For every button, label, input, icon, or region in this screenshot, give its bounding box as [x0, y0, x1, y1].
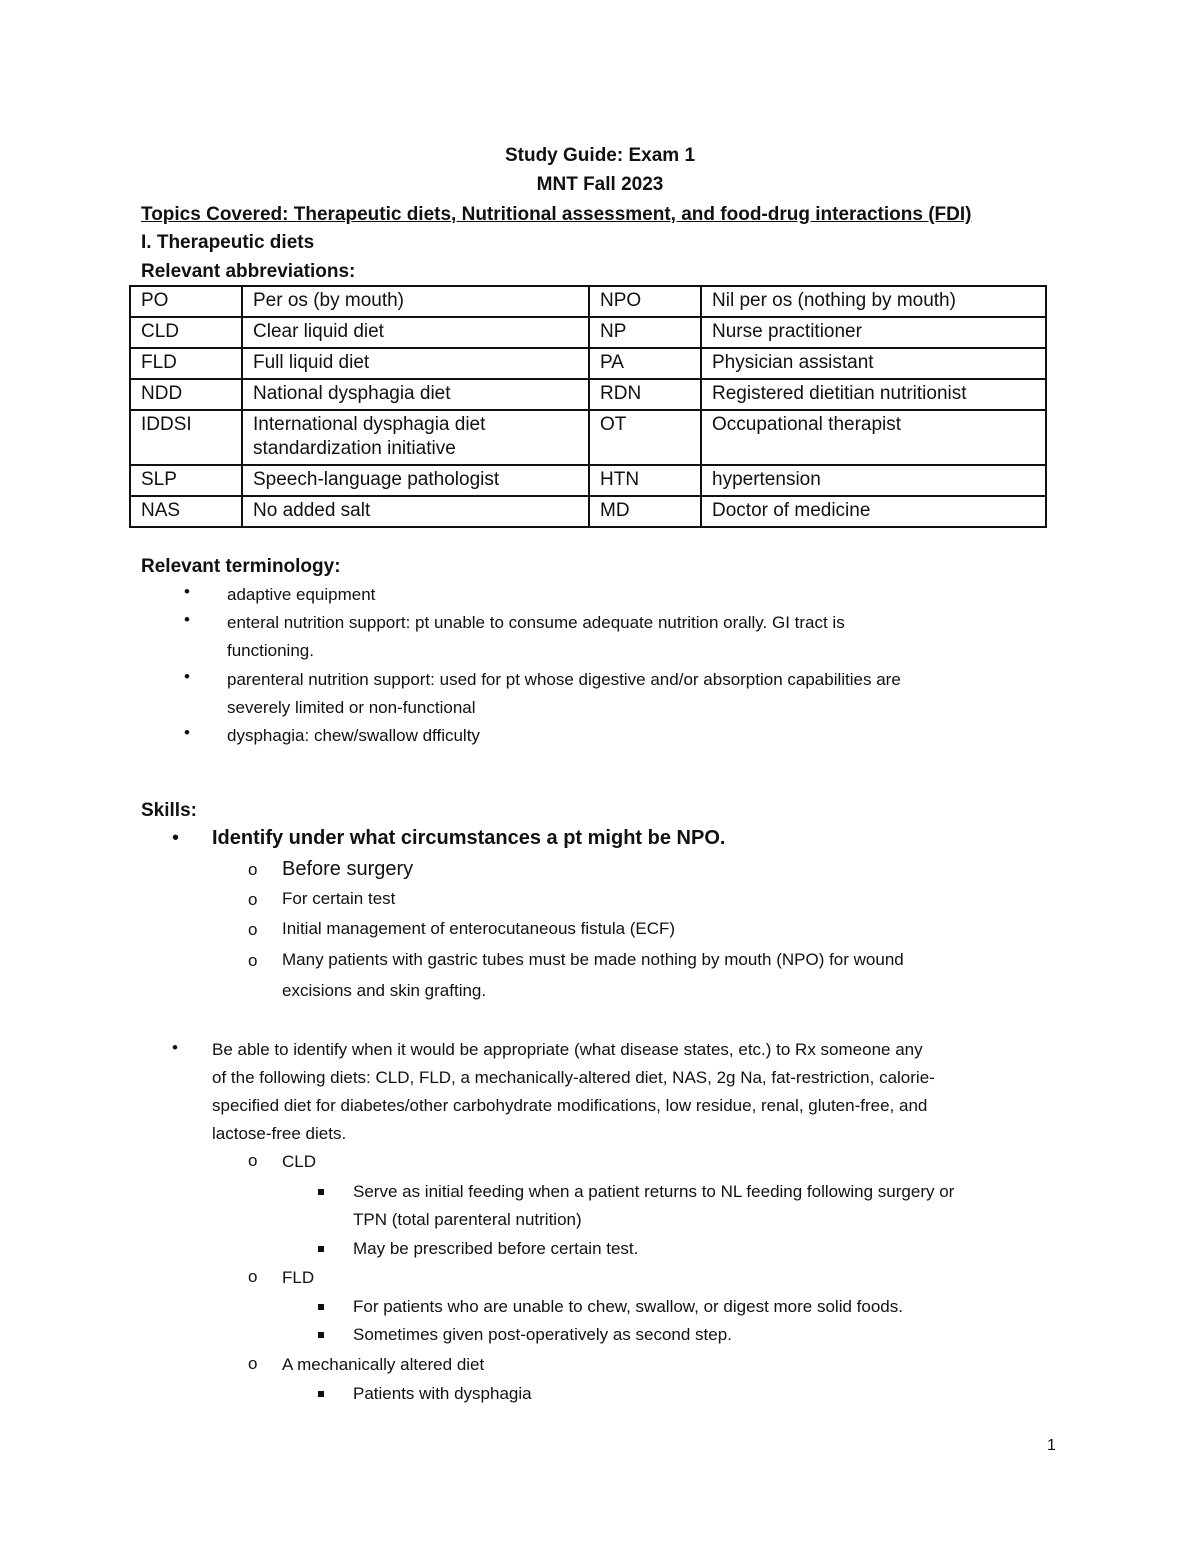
definition-cell: Nurse practitioner [701, 317, 1046, 348]
definition-cell: Physician assistant [701, 348, 1046, 379]
npo-question: Identify under what circumstances a pt might be NPO. [212, 827, 726, 849]
circle-bullet-icon: o [248, 860, 258, 879]
fld-item: Sometimes given post-operatively as second step. [353, 1325, 732, 1344]
abbr-cell: NPO [589, 286, 701, 317]
diet-label-fld: FLD [282, 1268, 315, 1287]
document-title: Study Guide: Exam 1 [504, 145, 696, 166]
section-heading: I. Therapeutic diets [141, 232, 315, 253]
cld-item: Serve as initial feeding when a patient returns to NL feeding following surgery or [353, 1182, 955, 1201]
abbr-cell: CLD [130, 317, 242, 348]
abbr-cell: RDN [589, 379, 701, 410]
definition-cell: Full liquid diet [242, 348, 589, 379]
diet-question-line: lactose-free diets. [212, 1124, 347, 1143]
diet-question-line: specified diet for diabetes/other carbohydrate modifications, low residue, renal, gluten-free, and [212, 1096, 928, 1115]
abbr-cell: HTN [589, 465, 701, 496]
bullet-icon: • [184, 723, 190, 742]
definition-cell: Speech-language pathologist [242, 465, 589, 496]
circle-bullet-icon: o [248, 1267, 258, 1286]
table-row [130, 496, 1046, 527]
bullet-icon: • [184, 667, 190, 686]
list-item: enteral nutrition support: pt unable to consume adequate nutrition orally. GI tract is [227, 613, 845, 632]
cld-item: May be prescribed before certain test. [353, 1239, 639, 1258]
abbreviations-table [129, 285, 1047, 528]
npo-answer: Many patients with gastric tubes must be made nothing by mouth (NPO) for wound [282, 950, 904, 969]
diet-question-line: Be able to identify when it would be appropriate (what disease states, etc.) to Rx someone any [212, 1040, 923, 1059]
bullet-icon: • [172, 1038, 178, 1057]
circle-bullet-icon: o [248, 890, 258, 909]
abbr-cell: FLD [130, 348, 242, 379]
course-title: MNT Fall 2023 [536, 174, 664, 195]
page-number: 1 [1047, 1437, 1056, 1454]
bullet-icon: • [172, 827, 180, 849]
abbr-cell: MD [589, 496, 701, 527]
bullet-icon: • [184, 582, 190, 601]
diet-label-mechanical: A mechanically altered diet [282, 1355, 485, 1374]
circle-bullet-icon: o [248, 920, 258, 939]
skills-heading: Skills: [141, 800, 197, 821]
definition-cell: International dysphagia diet standardization initiative [242, 410, 589, 465]
definition-cell: National dysphagia diet [242, 379, 589, 410]
table-row [130, 286, 1046, 317]
list-item: dysphagia: chew/swallow dfficulty [227, 726, 480, 745]
definition-cell: Registered dietitian nutritionist [701, 379, 1046, 410]
abbreviations-heading: Relevant abbreviations: [141, 261, 356, 282]
circle-bullet-icon: o [248, 951, 258, 970]
abbr-cell: SLP [130, 465, 242, 496]
abbr-cell: PO [130, 286, 242, 317]
cld-item-continuation: TPN (total parenteral nutrition) [353, 1210, 582, 1229]
circle-bullet-icon: o [248, 1151, 258, 1170]
square-bullet-icon [318, 1304, 324, 1310]
definition-cell: Per os (by mouth) [242, 286, 589, 317]
list-item-continuation: severely limited or non-functional [227, 698, 476, 717]
square-bullet-icon [318, 1391, 324, 1397]
topics-covered: Topics Covered: Therapeutic diets, Nutritional assessment, and food-drug interactions (FDI) [141, 204, 972, 225]
npo-answer: Before surgery [282, 858, 414, 880]
fld-item: For patients who are unable to chew, swallow, or digest more solid foods. [353, 1297, 903, 1316]
diet-label-cld: CLD [282, 1152, 317, 1171]
terminology-heading: Relevant terminology: [141, 556, 341, 577]
definition-cell: Doctor of medicine [701, 496, 1046, 527]
list-item: parenteral nutrition support: used for pt whose digestive and/or absorption capabilities are [227, 670, 901, 689]
definition-cell: hypertension [701, 465, 1046, 496]
definition-cell: No added salt [242, 496, 589, 527]
table-row [130, 465, 1046, 496]
table-row [130, 379, 1046, 410]
mechanical-item: Patients with dysphagia [353, 1384, 532, 1403]
bullet-icon: • [184, 610, 190, 629]
abbr-cell: OT [589, 410, 701, 465]
table-row [130, 348, 1046, 379]
abbr-cell: NP [589, 317, 701, 348]
abbr-cell: PA [589, 348, 701, 379]
square-bullet-icon [318, 1189, 324, 1195]
table-row [130, 317, 1046, 348]
definition-cell: Occupational therapist [701, 410, 1046, 465]
abbr-cell: NDD [130, 379, 242, 410]
square-bullet-icon [318, 1332, 324, 1338]
definition-cell: Clear liquid diet [242, 317, 589, 348]
abbr-cell: IDDSI [130, 410, 242, 465]
table-row [130, 410, 1046, 465]
list-item-continuation: functioning. [227, 641, 314, 660]
npo-answer: Initial management of enterocutaneous fistula (ECF) [282, 919, 676, 938]
circle-bullet-icon: o [248, 1354, 258, 1373]
abbr-cell: NAS [130, 496, 242, 527]
list-item: adaptive equipment [227, 585, 376, 604]
npo-answer-continuation: excisions and skin grafting. [282, 981, 487, 1000]
npo-answer: For certain test [282, 889, 396, 908]
definition-cell: Nil per os (nothing by mouth) [701, 286, 1046, 317]
square-bullet-icon [318, 1246, 324, 1252]
diet-question-line: of the following diets: CLD, FLD, a mechanically-altered diet, NAS, 2g Na, fat-restriction, calorie- [212, 1068, 935, 1087]
